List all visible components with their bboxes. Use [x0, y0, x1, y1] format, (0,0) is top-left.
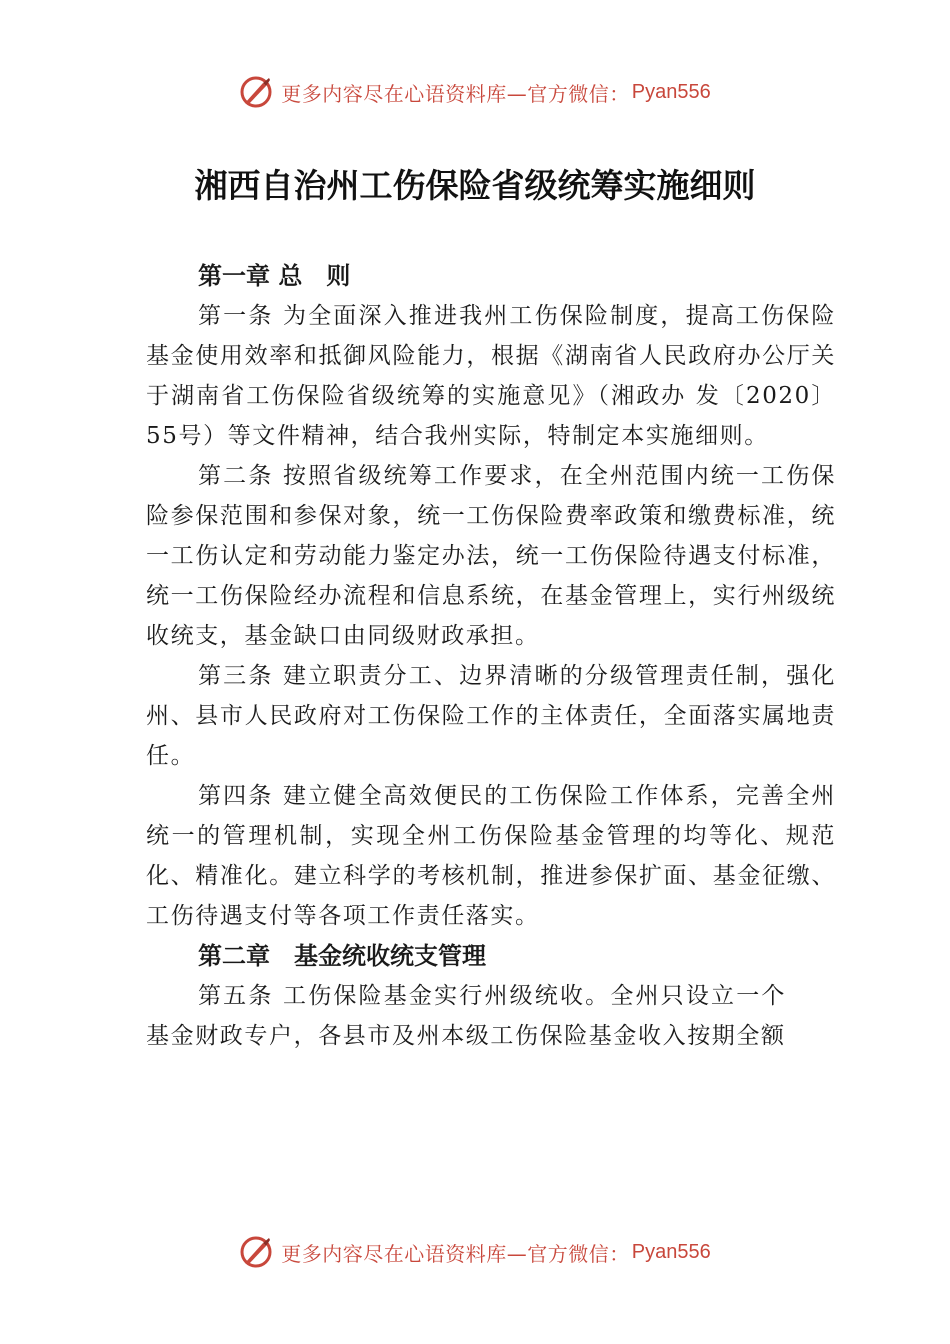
article-3: 第三条 建立职责分工、边界清晰的分级管理责任制，强化州、县市人民政府对工伤保险工作的主体责任，全面落实属地责任。: [146, 663, 836, 769]
document-title: 湘西自治州工伤保险省级统筹实施细则: [194, 166, 756, 205]
watermark-footer: [0, 1232, 950, 1272]
article-5: 第五条 工伤保险基金实行州级统收。全州只设立一个基金财政专户，各县市及州本级工伤保险基金收入按期全额: [146, 983, 786, 1049]
chapter-heading-2: 第二章 基金统收统支管理: [198, 942, 486, 970]
watermark-header: [0, 72, 950, 112]
article-4: 第四条 建立健全高效便民的工伤保险工作体系，完善全州统一的管理机制，实现全州工伤保险基金管理的均等化、规范化、精准化。建立科学的考核机制，推进参保扩面、基金征缴、工伤待遇支付等各项工作责任落实。: [146, 783, 836, 929]
watermark-wechat-id: Pyan556: [631, 80, 711, 103]
document-body: [146, 256, 836, 1056]
chapter-heading-1: 第一章 总 则: [198, 262, 351, 290]
article-2: 第二条 按照省级统筹工作要求，在全州范围内统一工伤保险参保范围和参保对象，统一工伤保险费率政策和缴费标准，统一工伤认定和劳动能力鉴定办法，统一工伤保险待遇支付标准，统一工伤保险经办流程和信息系统，在基金管理上，实行州级统收统支，基金缺口由同级财政承担。: [146, 463, 836, 649]
watermark-text: 更多内容尽在心语资料库—官方微信：: [281, 1241, 630, 1266]
watermark-wechat-id: Pyan556: [631, 1240, 711, 1263]
article-1: 第一条 为全面深入推进我州工伤保险制度，提高工伤保险基金使用效率和抵御风险能力，根据《湖南省人民政府办公厅关于湖南省工伤保险省级统筹的实施意见》（湘政办 发〔2020〕55号）等文件精神，结合我州实际，特制定本实施细则。: [146, 303, 836, 449]
pen-quill-circle-icon: [239, 1235, 273, 1269]
watermark-text: 更多内容尽在心语资料库—官方微信：: [281, 81, 630, 106]
pen-quill-circle-icon: [239, 75, 273, 109]
